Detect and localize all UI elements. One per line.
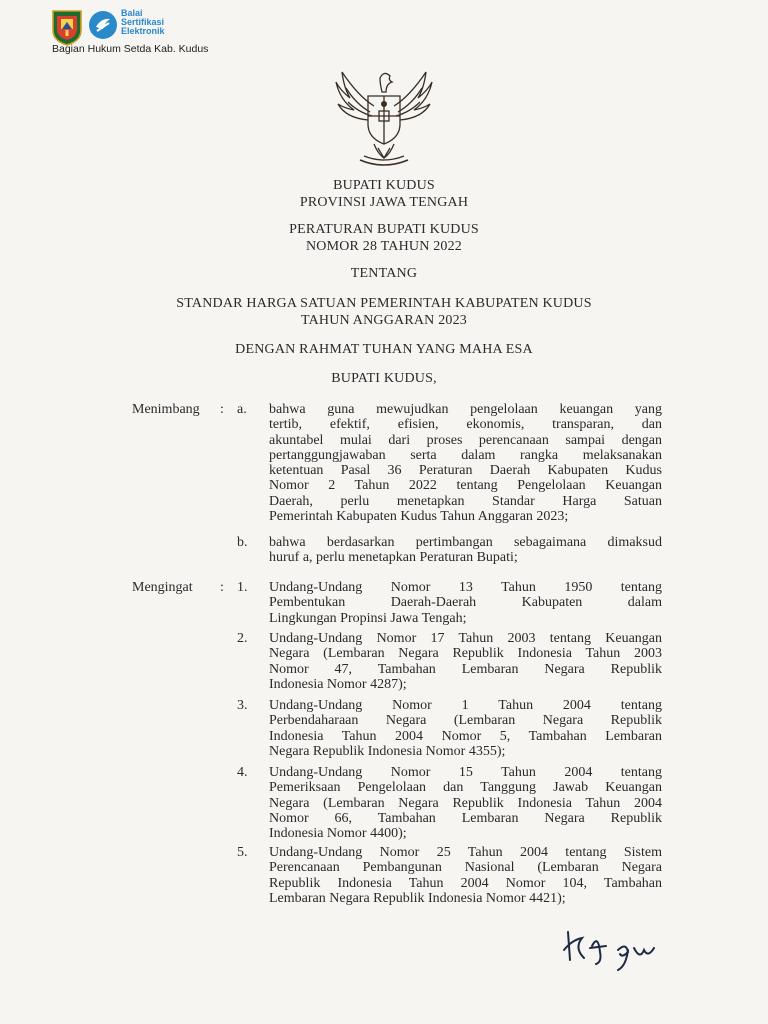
text-line: pertanggungjawaban serta dalam rangka melaksanakan xyxy=(269,447,662,463)
text-line: huruf a, perlu menetapkan Peraturan Bupati; xyxy=(269,550,518,566)
text-line: Perencanaan Pembangunan Nasional (Lembaran Negara xyxy=(269,860,662,876)
menimbang-item-b xyxy=(269,535,662,566)
bse-logo-icon xyxy=(88,10,118,40)
mengingat-item-4 xyxy=(269,765,662,841)
tentang-heading: TENTANG xyxy=(350,266,418,281)
bse-line: Balai xyxy=(121,8,143,18)
text-line: Lembaran Negara Republik Indonesia Nomor 4421); xyxy=(269,890,566,906)
text-line: Lingkungan Propinsi Jawa Tengah; xyxy=(269,610,467,626)
mengingat-item-5 xyxy=(269,845,662,906)
mengingat-marker-4: 4. xyxy=(237,765,248,780)
regulation-subject-year: TAHUN ANGGARAN 2023 xyxy=(300,313,467,328)
text-line: Republik Indonesia Tahun 2004 Nomor 104, Tambahan xyxy=(269,875,662,891)
text-line: Undang-Undang Nomor 1 Tahun 2004 tentang xyxy=(269,698,662,713)
text-line: Undang-Undang Nomor 17 Tahun 2003 tentang Keuangan xyxy=(269,631,662,646)
garuda-pancasila-emblem-icon xyxy=(330,66,438,170)
bse-line: Elektronik xyxy=(121,26,165,36)
menimbang-label: Menimbang xyxy=(132,402,200,417)
text-line: Pembentukan Daerah-Daerah Kabupaten dalam xyxy=(269,595,662,611)
bupati-line: BUPATI KUDUS, xyxy=(331,371,437,386)
regulation-number: NOMOR 28 TAHUN 2022 xyxy=(305,239,463,254)
title-regent: BUPATI KUDUS xyxy=(333,178,435,193)
text-line: Negara (Lembaran Negara Republik Indonesia Tahun 2004 xyxy=(269,795,662,811)
regulation-title: PERATURAN BUPATI KUDUS xyxy=(289,222,479,237)
text-line: bahwa berdasarkan pertimbangan sebagaimana dimaksud xyxy=(269,535,662,550)
text-line: Daerah, perlu menetapkan Standar Harga Satuan xyxy=(269,493,662,509)
text-line: Pemeriksaan Pengelolaan dan Tanggung Jawab Keuangan xyxy=(269,780,662,796)
text-line: ketentuan Pasal 36 Peraturan Daerah Kabupaten Kudus xyxy=(269,463,662,479)
text-line: Negara (Lembaran Negara Republik Indonesia Tahun 2003 xyxy=(269,646,662,662)
text-line: Undang-Undang Nomor 15 Tahun 2004 tentang xyxy=(269,765,662,780)
mengingat-item-2 xyxy=(269,631,662,692)
text-line: Nomor 47, Tambahan Lembaran Negara Republik xyxy=(269,661,662,677)
text-line: Perbendaharaan Negara (Lembaran Negara Republik xyxy=(269,713,662,729)
mengingat-marker-3: 3. xyxy=(237,698,248,713)
regulation-subject: STANDAR HARGA SATUAN PEMERINTAH KABUPATEN KUDUS xyxy=(176,296,592,311)
text-line: Pemerintah Kabupaten Kudus Tahun Anggaran 2023; xyxy=(269,509,569,525)
mengingat-colon: : xyxy=(220,580,224,595)
menimbang-item-a xyxy=(269,402,662,524)
bse-wordmark xyxy=(121,9,165,36)
mengingat-label: Mengingat xyxy=(132,580,193,595)
header-logos xyxy=(50,8,165,46)
bse-line: Sertifikasi xyxy=(121,17,165,27)
department-caption: Bagian Hukum Setda Kab. Kudus xyxy=(52,43,209,55)
rahmat-line: DENGAN RAHMAT TUHAN YANG MAHA ESA xyxy=(235,342,533,357)
mengingat-marker-5: 5. xyxy=(237,845,248,860)
mengingat-marker-1: 1. xyxy=(237,580,248,595)
mengingat-marker-2: 2. xyxy=(237,631,248,646)
text-line: Nomor 66, Tambahan Lembaran Negara Republik xyxy=(269,810,662,826)
text-line: akuntabel mulai dari proses perencanaan sampai dengan xyxy=(269,432,662,448)
text-line: Indonesia Nomor 4400); xyxy=(269,826,407,842)
menimbang-marker-a: a. xyxy=(237,402,247,417)
text-line: Nomor 2 Tahun 2022 tentang Pengelolaan Keuangan xyxy=(269,478,662,494)
text-line: Negara Republik Indonesia Nomor 4355); xyxy=(269,743,506,759)
mengingat-item-1 xyxy=(269,580,662,626)
text-line: tertib, efektif, efisien, ekonomis, transparan, dan xyxy=(269,417,662,433)
text-line: Indonesia Tahun 2004 Nomor 5, Tambahan Lembaran xyxy=(269,728,662,744)
title-province: PROVINSI JAWA TENGAH xyxy=(299,195,469,210)
kudus-regency-emblem-icon xyxy=(50,8,84,46)
text-line: Undang-Undang Nomor 25 Tahun 2004 tentang Sistem xyxy=(269,845,662,860)
menimbang-colon: : xyxy=(220,402,224,417)
text-line: bahwa guna mewujudkan pengelolaan keuangan yang xyxy=(269,402,662,417)
text-line: Indonesia Nomor 4287); xyxy=(269,676,407,692)
menimbang-marker-b: b. xyxy=(237,535,248,550)
handwritten-initials-signature xyxy=(560,926,670,972)
text-line: Undang-Undang Nomor 13 Tahun 1950 tentang xyxy=(269,580,662,595)
mengingat-item-3 xyxy=(269,698,662,759)
